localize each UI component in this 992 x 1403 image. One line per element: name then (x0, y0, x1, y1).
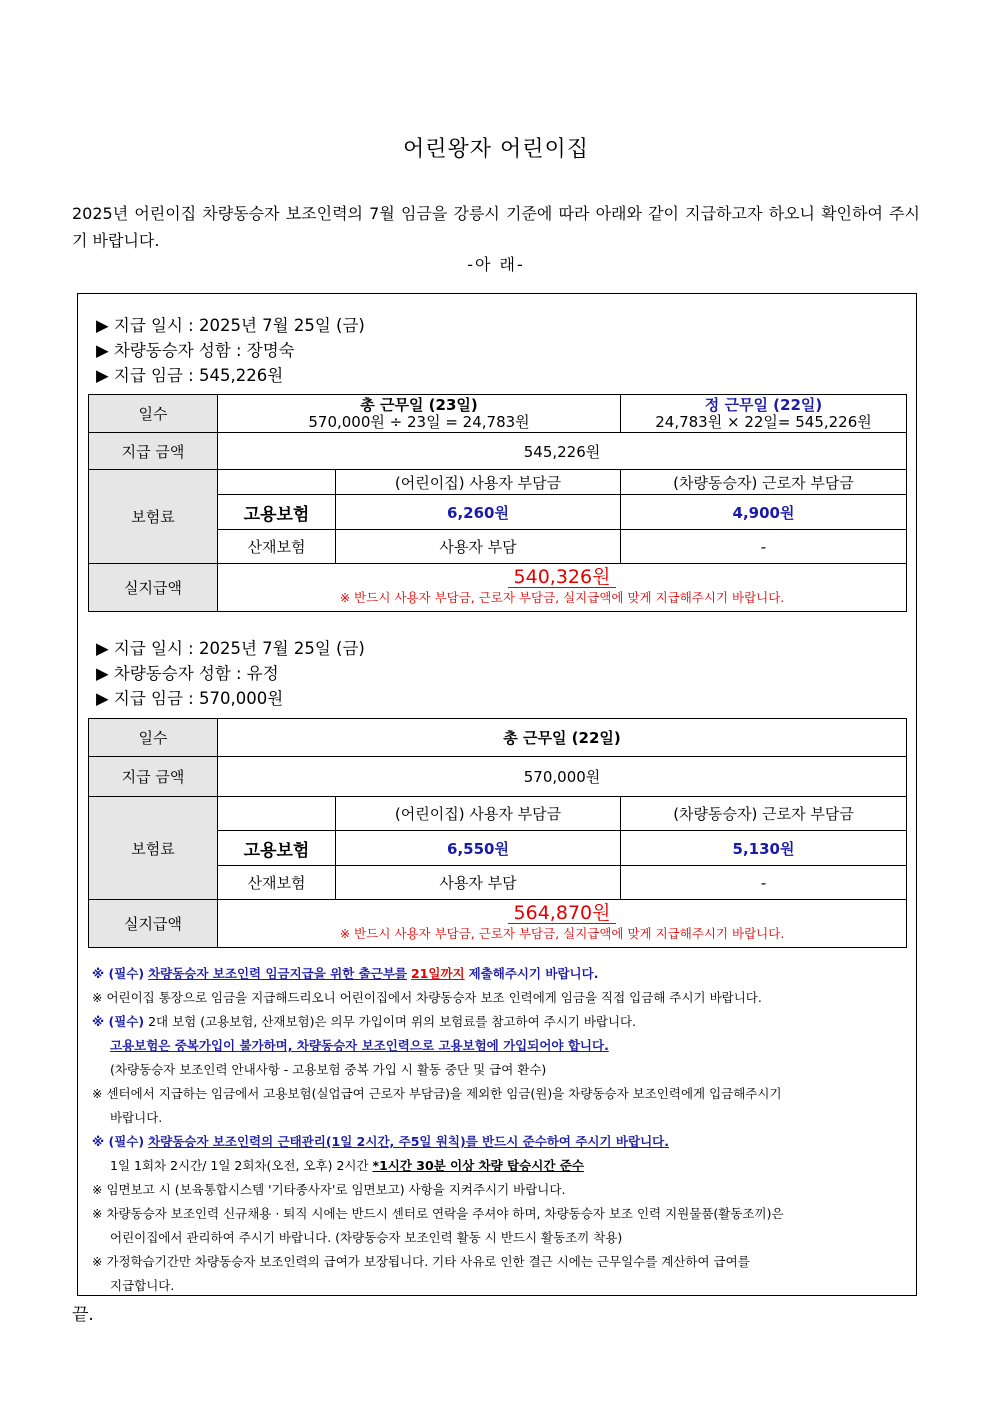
note-3: ※ (필수) 2대 보험 (고용보험, 산재보험)은 의무 가입이며 위의 보험료를 참고하여 주시기 바랍니다. (92, 1014, 637, 1029)
s1-emp-ins-worker: 4,900원 (621, 495, 907, 530)
s2-emp-ins-employer: 6,550원 (336, 831, 621, 866)
s1-employer-header: (어린이집) 사용자 부담금 (336, 470, 621, 495)
s2-emp-ins: 고용보험 (218, 831, 336, 866)
intro-paragraph: 2025년 어린이집 차량동승자 보조인력의 7월 임금을 강릉시 기준에 따라 아래와 같이 지급하고자 하오니 확인하여 주시기 바랍니다. (72, 204, 920, 250)
note-4-b: 바랍니다. (110, 1110, 163, 1125)
s2-notice: ※ 반드시 사용자 부담금, 근로자 부담금, 실지급액에 맞게 지급해주시기 바랍니다. (339, 926, 785, 941)
s1-amount-label: 지급 금액 (89, 433, 218, 470)
s1-acc-ins-employer: 사용자 부담 (336, 530, 621, 564)
s1-emp-ins-employer: 6,260원 (336, 495, 621, 530)
s2-name: ▶ 차량동승자 성함 : 유정 (96, 664, 279, 683)
note-3-b: 고용보험은 중복가입이 불가하며, 차량동승자 보조인력으로 고용보험에 가입되어야 합니다. (110, 1038, 609, 1053)
s2-emp-ins-worker: 5,130원 (621, 831, 907, 866)
s2-acc-ins: 산재보험 (218, 866, 336, 900)
note-2: ※ 어린이집 통장으로 임금을 지급해드리오니 어린이집에서 차량동승자 보조 인력에게 임금을 직접 입금해 주시기 바랍니다. (92, 990, 762, 1005)
note-7: ※ 차량동승자 보조인력 신규채용 · 퇴직 시에는 반드시 센터로 연락을 주셔야 하며, 차량동승자 보조 인력 지원물품(활동조끼)은 (92, 1206, 784, 1221)
s1-worker-header: (차량동승자) 근로자 부담금 (621, 470, 907, 495)
s2-acc-ins-worker: - (621, 866, 907, 900)
s1-total-calc: 570,000원 ÷ 23일 = 24,783원 (308, 412, 530, 431)
page-title: 어린왕자 어린이집 (402, 137, 589, 162)
s1-total-days: 총 근무일 (23일) (360, 395, 478, 414)
s2-wage: ▶ 지급 임금 : 570,000원 (96, 689, 284, 708)
s1-pay-date: ▶ 지급 일시 : 2025년 7월 25일 (금) (96, 316, 365, 335)
s1-emp-ins: 고용보험 (218, 495, 336, 530)
s2-pay-date: ▶ 지급 일시 : 2025년 7월 25일 (금) (96, 639, 365, 658)
s1-net-amount: 540,326원 (508, 567, 617, 588)
note-6: ※ 임면보고 시 (보육통합시스템 '기타종사자'로 임면보고) 사항을 지켜주시기 바랍니다. (92, 1182, 566, 1197)
s2-pay-table (88, 718, 907, 948)
s1-actual-days: 정 근무일 (22일) (704, 395, 823, 414)
s1-name: ▶ 차량동승자 성함 : 장명숙 (96, 341, 295, 360)
s2-employer-header: (어린이집) 사용자 부담금 (336, 797, 621, 831)
arae-heading: -아 래- (467, 255, 525, 274)
s1-amount: 545,226원 (218, 433, 907, 470)
s1-days-label: 일수 (89, 395, 218, 433)
note-8: ※ 가정학습기간만 차량동승자 보조인력의 급여가 보장됩니다. 기타 사유로 인한 결근 시에는 근무일수를 계산하여 급여를 (92, 1254, 750, 1269)
s1-wage: ▶ 지급 임금 : 545,226원 (96, 366, 284, 385)
s1-acc-ins: 산재보험 (218, 530, 336, 564)
s2-worker-header: (차량동승자) 근로자 부담금 (621, 797, 907, 831)
s2-amount-label: 지급 금액 (89, 757, 218, 797)
s2-ins-label: 보험료 (89, 797, 218, 900)
s2-amount: 570,000원 (218, 757, 907, 797)
s2-net-amount: 564,870원 (508, 903, 617, 924)
s1-net-label: 실지급액 (89, 564, 218, 612)
s2-acc-ins-employer: 사용자 부담 (336, 866, 621, 900)
s1-actual-calc: 24,783원 × 22일= 545,226원 (655, 412, 872, 431)
s2-total-days: 총 근무일 (22일) (218, 719, 907, 757)
s2-net-label: 실지급액 (89, 900, 218, 948)
note-1: ※ (필수) 차량동승자 보조인력 임금지급을 위한 출근부를 21일까지 제출해주시기 바랍니다. (92, 966, 599, 981)
s1-pay-table (88, 394, 907, 612)
note-8-b: 지급합니다. (110, 1278, 175, 1293)
s2-days-label: 일수 (89, 719, 218, 757)
end-mark: 끝. (72, 1305, 94, 1325)
note-5: ※ (필수) 차량동승자 보조인력의 근태관리(1일 2시간, 주5일 원칙)를 반드시 준수하여 주시기 바랍니다. (92, 1134, 669, 1149)
s1-notice: ※ 반드시 사용자 부담금, 근로자 부담금, 실지급액에 맞게 지급해주시기 바랍니다. (339, 590, 785, 605)
note-7-b: 어린이집에서 관리하여 주시기 바랍니다. (차량동승자 보조인력 활동 시 반드시 활동조끼 착용) (110, 1230, 623, 1245)
s1-ins-label: 보험료 (89, 470, 218, 564)
note-5-b: 1일 1회차 2시간/ 1일 2회차(오전, 오후) 2시간 *1시간 30분 이상 차량 탑승시간 준수 (110, 1158, 584, 1173)
s1-acc-ins-worker: - (621, 530, 907, 564)
note-4: ※ 센터에서 지급하는 임금에서 고용보험(실업급여 근로자 부담금)을 제외한 임금(원)을 차량동승자 보조인력에게 입금해주시기 (92, 1086, 782, 1101)
note-3-c: (차량동승자 보조인력 안내사항 - 고용보험 중복 가입 시 활동 중단 및 급여 환수) (110, 1062, 547, 1077)
